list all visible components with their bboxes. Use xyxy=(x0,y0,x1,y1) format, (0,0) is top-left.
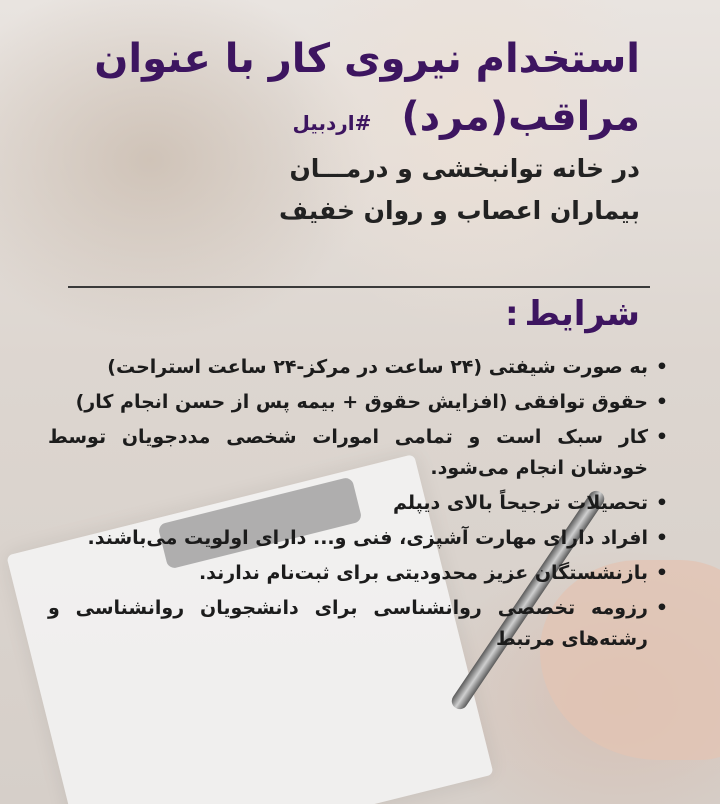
headline-row-2 xyxy=(40,88,640,146)
condition-item: • تحصیلات ترجیحاً بالای دیپلم xyxy=(48,488,648,519)
condition-item: • افراد دارای مهارت آشپزی، فنی و... دارای اولویت می‌باشند. xyxy=(48,523,648,554)
conditions-list xyxy=(48,352,670,659)
condition-item: • حقوق توافقی (افزایش حقوق + بیمه پس از حسن انجام کار) xyxy=(48,387,648,418)
headline-line-1: استخدام نیروی کار با عنوان xyxy=(94,36,640,82)
city-hashtag: #اردبیل xyxy=(292,111,372,135)
condition-item: • به صورت شیفتی (۲۴ ساعت در مرکز-۲۴ ساعت استراحت) xyxy=(48,352,648,383)
condition-item: • بازنشستگان عزیز محدودیتی برای ثبت‌نام ندارند. xyxy=(48,558,648,589)
headline-block xyxy=(40,30,640,230)
condition-item: • رزومه تخصصی روانشناسی برای دانشجویان روانشناسی و رشته‌های مرتبط xyxy=(48,593,648,655)
subheading-line-2: بیماران اعصاب و روان خفیف xyxy=(278,196,640,225)
conditions-title: شرایط xyxy=(524,294,640,334)
conditions-colon: : xyxy=(504,294,519,334)
condition-item: • کار سبک است و تمامی امورات شخصی مددجویان توسط خودشان انجام می‌شود. xyxy=(48,422,648,484)
divider-line xyxy=(68,286,650,288)
conditions-heading xyxy=(40,294,640,334)
subheading-line-1: در خانه توانبخشی و درمـــان xyxy=(289,154,640,183)
headline-line-2: مراقب(مرد) xyxy=(401,94,640,140)
